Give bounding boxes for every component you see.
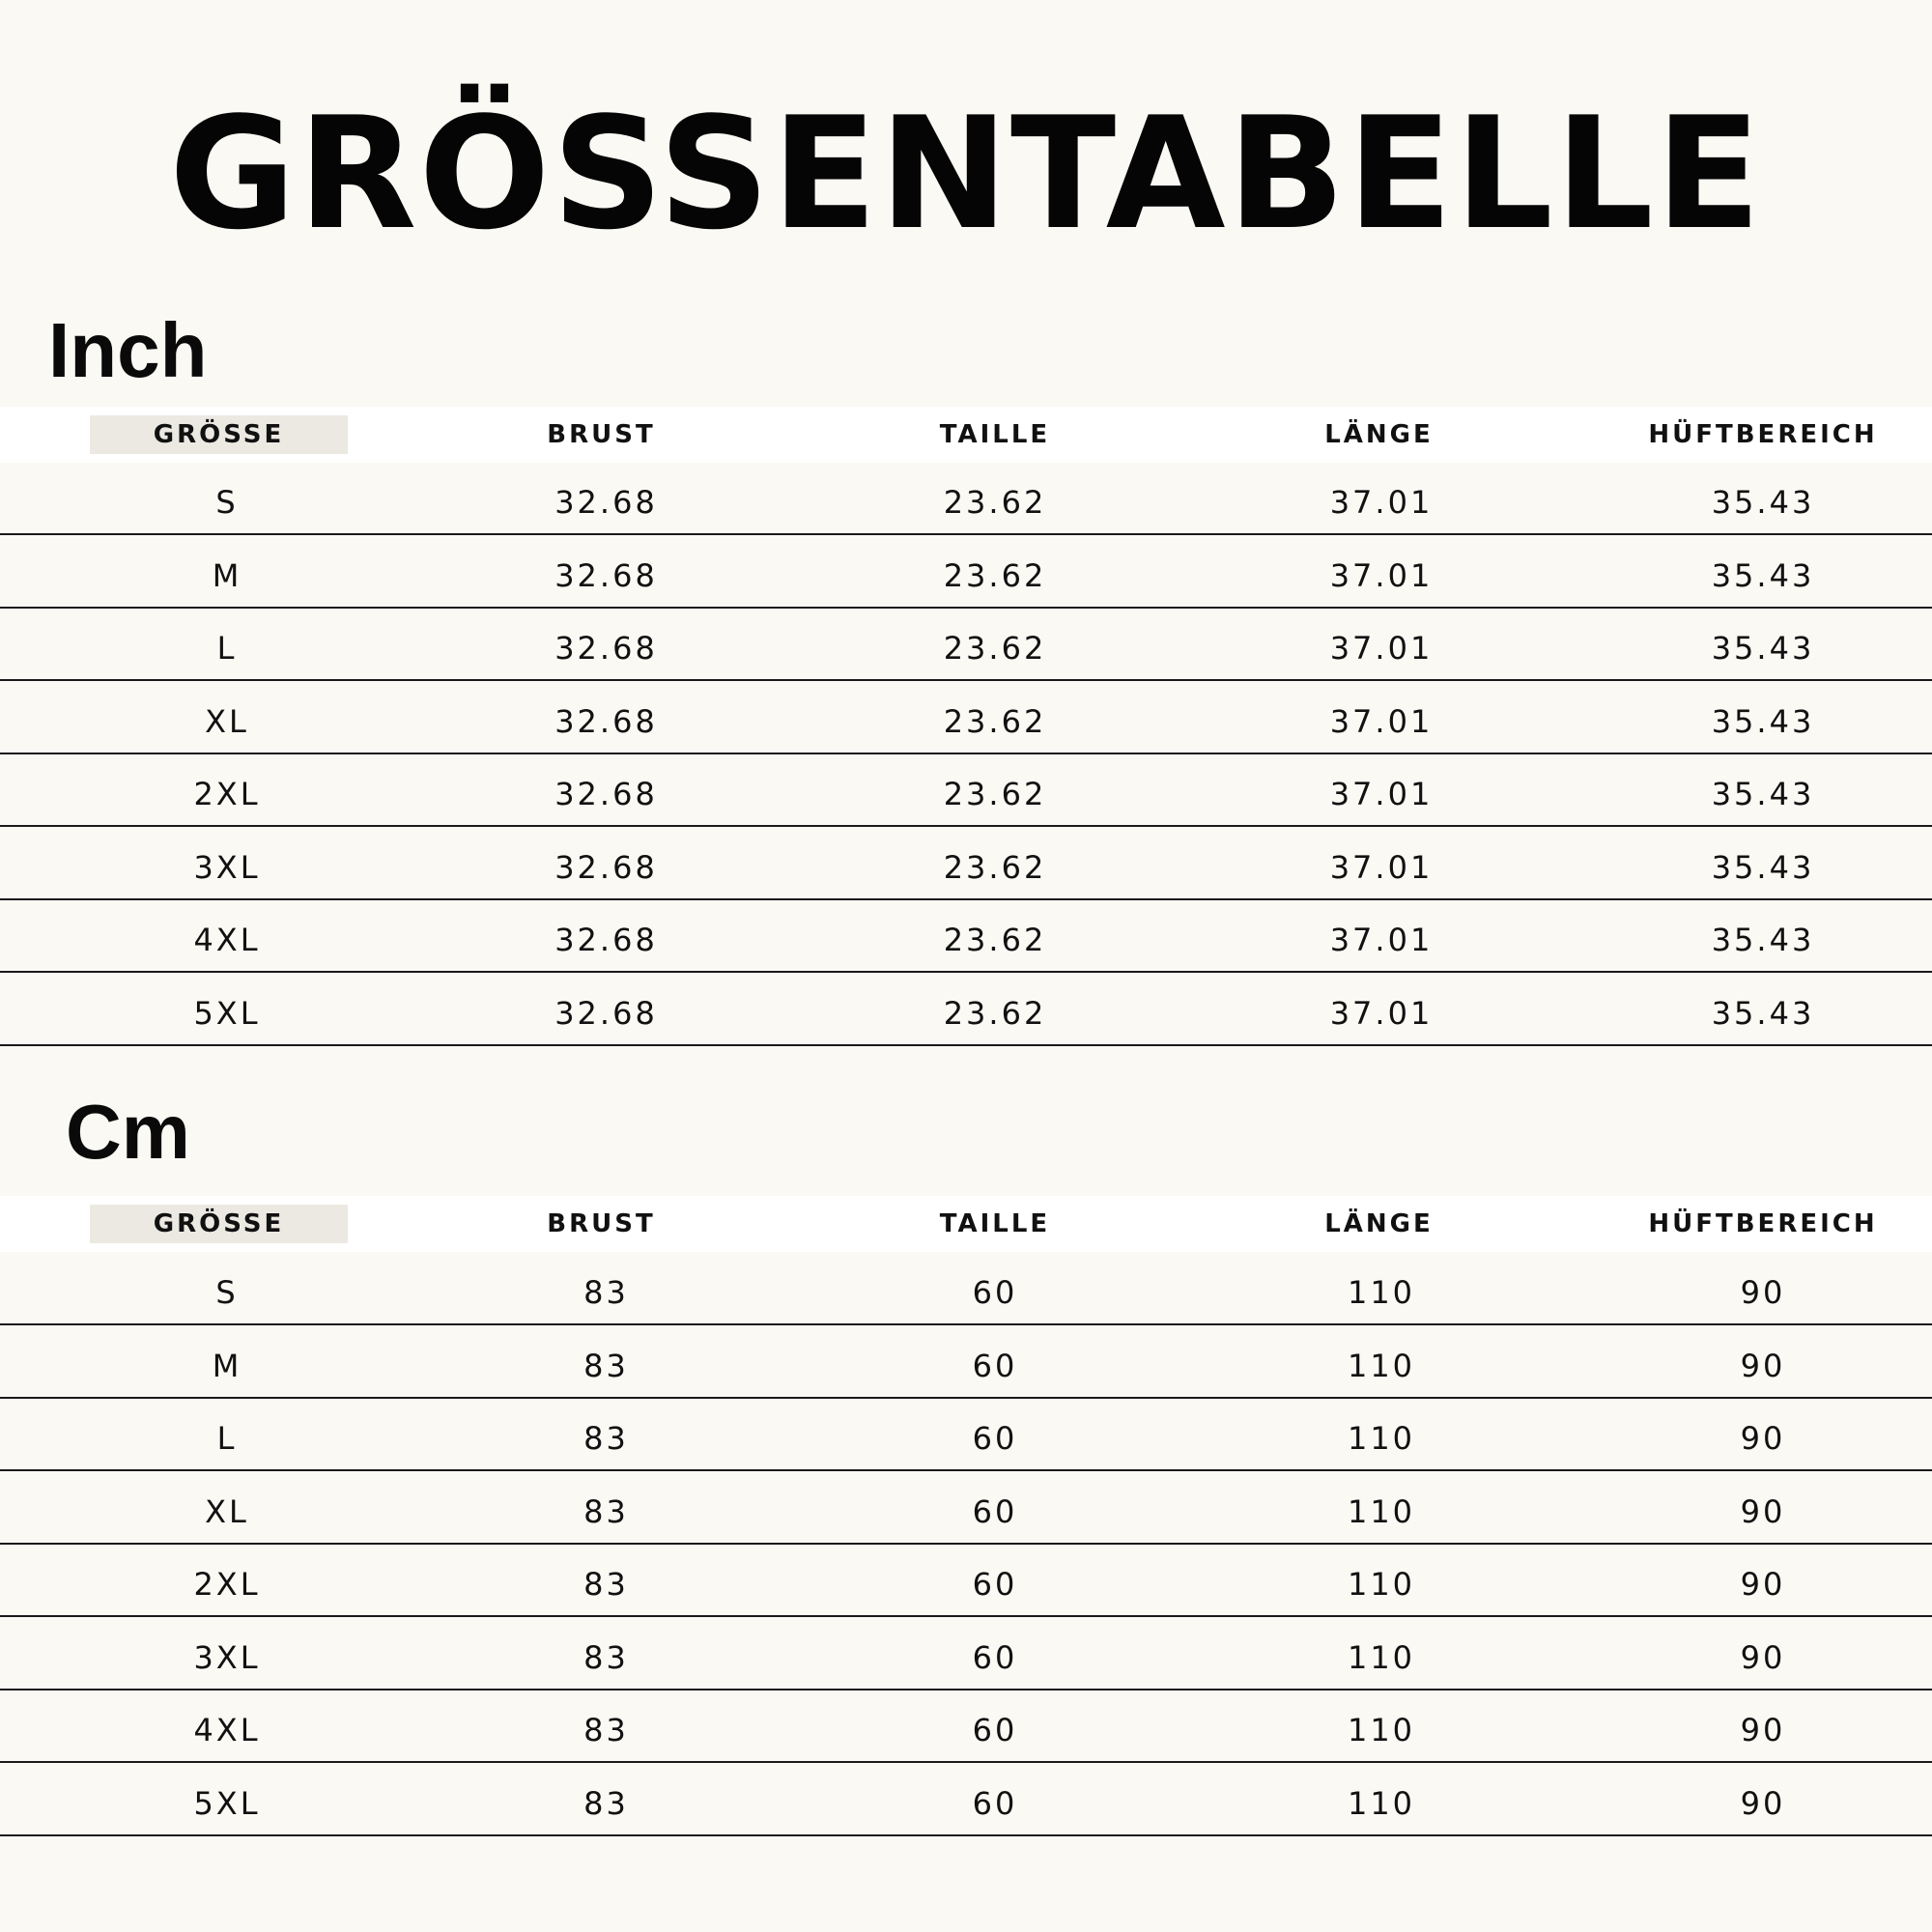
table-row (0, 1617, 1932, 1690)
table-row (0, 681, 1932, 754)
page-title: GRÖSSENTABELLE (168, 83, 1764, 264)
cell-groesse: L (216, 630, 238, 667)
cell-laenge: 110 (1347, 1712, 1416, 1748)
section-label-cm: Cm (66, 1089, 190, 1175)
table-row (0, 1544, 1932, 1617)
table-row (0, 1690, 1932, 1763)
cell-laenge: 37.01 (1329, 994, 1434, 1032)
header-groesse: GRÖSSE (90, 1205, 348, 1243)
cell-groesse: 3XL (193, 848, 261, 886)
cell-hueftbereich: 90 (1740, 1712, 1786, 1748)
cell-taille: 60 (972, 1638, 1018, 1676)
cell-hueftbereich: 90 (1740, 1347, 1786, 1384)
table-row (0, 1325, 1932, 1399)
cell-taille: 60 (972, 1274, 1018, 1311)
cell-groesse: 2XL (193, 1566, 261, 1603)
cell-brust: 83 (583, 1712, 629, 1748)
table-row (0, 1252, 1932, 1325)
header-taille: TAILLE (939, 420, 1051, 449)
cell-brust: 83 (583, 1492, 629, 1530)
table-row (0, 827, 1932, 900)
table-row (0, 608, 1932, 681)
cell-taille: 23.62 (943, 484, 1047, 521)
cell-taille: 23.62 (943, 848, 1047, 886)
cell-taille: 60 (972, 1712, 1018, 1748)
cell-groesse: 5XL (193, 1784, 261, 1822)
cell-groesse: M (212, 1347, 242, 1384)
cell-laenge: 37.01 (1329, 922, 1434, 958)
cell-hueftbereich: 90 (1740, 1566, 1786, 1603)
table-row (0, 1398, 1932, 1471)
cell-taille: 23.62 (943, 702, 1047, 740)
cell-hueftbereich: 35.43 (1711, 994, 1815, 1032)
cell-brust: 32.68 (554, 848, 658, 886)
cell-laenge: 37.01 (1329, 630, 1434, 667)
cell-hueftbereich: 35.43 (1711, 556, 1815, 594)
header-hueftbereich: HÜFTBEREICH (1648, 1209, 1878, 1238)
table-row (0, 1471, 1932, 1545)
table-row (0, 973, 1932, 1046)
cell-taille: 23.62 (943, 630, 1047, 667)
cell-taille: 23.62 (943, 922, 1047, 958)
cell-groesse: XL (205, 1492, 249, 1530)
cell-hueftbereich: 90 (1740, 1784, 1786, 1822)
cell-taille: 60 (972, 1492, 1018, 1530)
cell-brust: 32.68 (554, 702, 658, 740)
cell-taille: 23.62 (943, 556, 1047, 594)
cell-hueftbereich: 35.43 (1711, 776, 1815, 812)
cell-brust: 83 (583, 1420, 629, 1457)
cell-groesse: 3XL (193, 1638, 261, 1676)
cell-laenge: 37.01 (1329, 484, 1434, 521)
header-laenge: LÄNGE (1324, 1209, 1434, 1238)
cell-brust: 83 (583, 1566, 629, 1603)
cell-groesse: 5XL (193, 994, 261, 1032)
cell-taille: 60 (972, 1784, 1018, 1822)
cell-hueftbereich: 90 (1740, 1638, 1786, 1676)
cell-brust: 32.68 (554, 994, 658, 1032)
cell-hueftbereich: 90 (1740, 1274, 1786, 1311)
cell-brust: 83 (583, 1784, 629, 1822)
cell-brust: 83 (583, 1347, 629, 1384)
cell-taille: 60 (972, 1347, 1018, 1384)
cell-laenge: 110 (1347, 1274, 1416, 1311)
table-header-inch (0, 407, 1932, 463)
cell-hueftbereich: 90 (1740, 1492, 1786, 1530)
cell-hueftbereich: 35.43 (1711, 702, 1815, 740)
cell-groesse: 4XL (193, 1712, 261, 1748)
table-row (0, 462, 1932, 535)
table-row (0, 753, 1932, 827)
cell-brust: 83 (583, 1274, 629, 1311)
header-taille: TAILLE (939, 1209, 1051, 1238)
cell-groesse: L (216, 1420, 238, 1457)
cell-laenge: 110 (1347, 1638, 1416, 1676)
header-groesse: GRÖSSE (90, 415, 348, 454)
table-header-cm (0, 1196, 1932, 1252)
cell-laenge: 37.01 (1329, 848, 1434, 886)
cell-groesse: 2XL (193, 776, 261, 812)
cell-groesse: S (215, 484, 239, 521)
cell-laenge: 110 (1347, 1784, 1416, 1822)
cell-brust: 83 (583, 1638, 629, 1676)
cell-taille: 60 (972, 1566, 1018, 1603)
cell-groesse: XL (205, 702, 249, 740)
header-laenge: LÄNGE (1324, 420, 1434, 449)
cell-taille: 23.62 (943, 994, 1047, 1032)
cell-brust: 32.68 (554, 922, 658, 958)
cell-groesse: 4XL (193, 922, 261, 958)
table-row (0, 1763, 1932, 1836)
cell-laenge: 110 (1347, 1347, 1416, 1384)
header-hueftbereich: HÜFTBEREICH (1648, 420, 1878, 449)
table-row (0, 535, 1932, 609)
cell-hueftbereich: 35.43 (1711, 848, 1815, 886)
header-brust: BRUST (547, 420, 656, 449)
cell-laenge: 110 (1347, 1566, 1416, 1603)
cell-brust: 32.68 (554, 630, 658, 667)
header-brust: BRUST (547, 1209, 656, 1238)
cell-hueftbereich: 90 (1740, 1420, 1786, 1457)
cell-hueftbereich: 35.43 (1711, 630, 1815, 667)
cell-brust: 32.68 (554, 484, 658, 521)
cell-brust: 32.68 (554, 556, 658, 594)
cell-hueftbereich: 35.43 (1711, 922, 1815, 958)
cell-groesse: M (212, 556, 242, 594)
cell-hueftbereich: 35.43 (1711, 484, 1815, 521)
cell-laenge: 37.01 (1329, 702, 1434, 740)
cell-groesse: S (215, 1274, 239, 1311)
cell-laenge: 110 (1347, 1492, 1416, 1530)
cell-laenge: 110 (1347, 1420, 1416, 1457)
cell-brust: 32.68 (554, 776, 658, 812)
cell-taille: 60 (972, 1420, 1018, 1457)
table-row (0, 899, 1932, 973)
cell-laenge: 37.01 (1329, 556, 1434, 594)
cell-laenge: 37.01 (1329, 776, 1434, 812)
section-label-inch: Inch (48, 307, 208, 393)
cell-taille: 23.62 (943, 776, 1047, 812)
